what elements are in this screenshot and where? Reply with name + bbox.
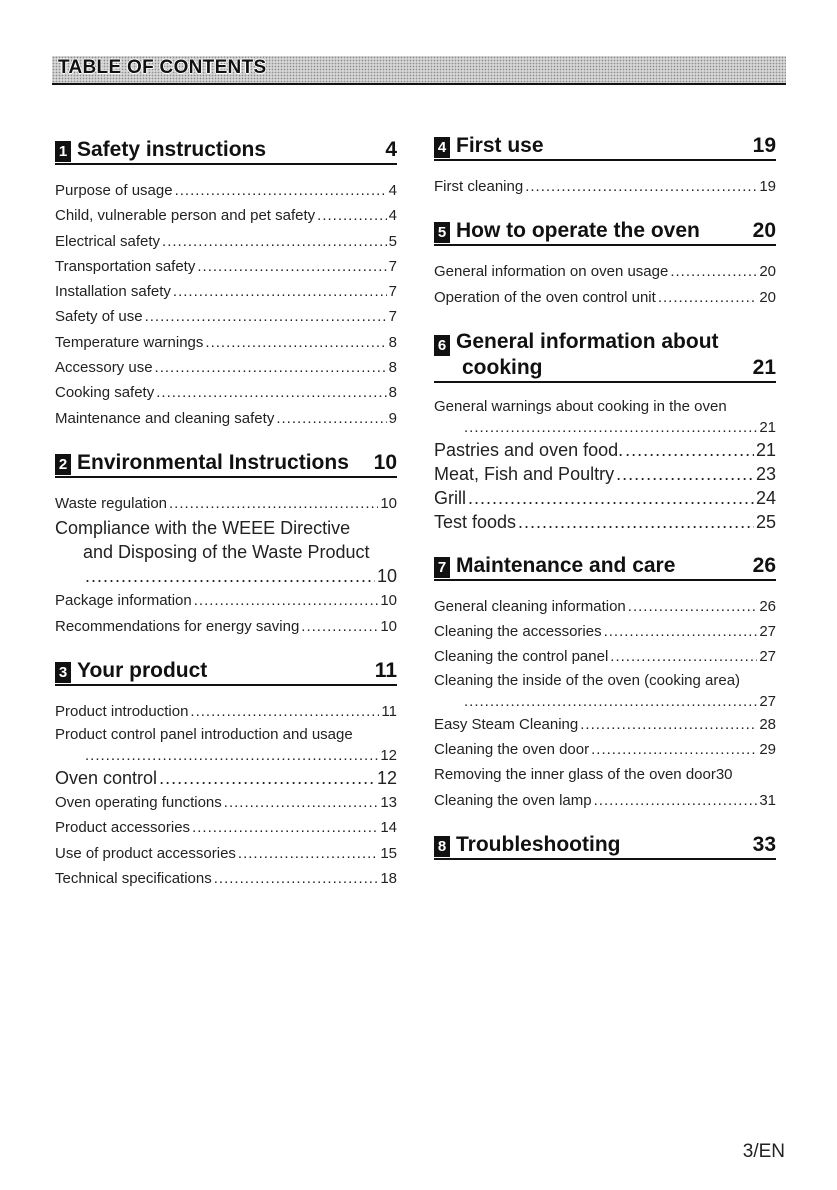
entry-page: 20	[759, 288, 776, 306]
leader-dots	[190, 699, 379, 724]
leader-dots	[301, 614, 378, 639]
entry-page: 12	[380, 747, 397, 765]
leader-dots	[205, 330, 386, 355]
toc-entry[interactable]	[434, 788, 776, 813]
leader-dots	[518, 510, 754, 534]
toc-entry[interactable]	[434, 438, 776, 462]
entry-title: Cleaning the control panel	[434, 648, 609, 666]
leader-dots	[238, 841, 378, 866]
section-page: 19	[752, 134, 776, 157]
entry-page: 13	[380, 794, 397, 812]
leader-dots	[173, 279, 387, 304]
section-heading[interactable]	[434, 219, 776, 246]
left-column	[55, 138, 397, 911]
entry-title: Electrical safety	[55, 232, 161, 250]
toc-entry[interactable]	[434, 594, 776, 619]
entry-page: 11	[381, 702, 397, 720]
entry-title: Meat, Fish and Poultry	[434, 463, 615, 484]
entry-title: Cleaning the accessories	[434, 623, 602, 641]
entry-title: Transportation safety	[55, 257, 196, 275]
toc-entry[interactable]	[55, 614, 397, 639]
section-number-badge: 4	[434, 137, 450, 158]
section-title: First use	[456, 134, 544, 157]
leader-dots	[594, 788, 758, 813]
entry-page: 30	[715, 766, 733, 784]
section-title: Environmental Instructions	[77, 450, 349, 474]
toc-entry[interactable]	[434, 486, 776, 510]
section-page: 4	[385, 138, 397, 161]
section-number-badge: 6	[434, 335, 450, 356]
toc-entry[interactable]	[434, 670, 776, 712]
entry-title: First cleaning	[434, 178, 524, 195]
entry-title: Product accessories	[55, 819, 191, 837]
leader-dots	[156, 380, 386, 405]
section-title-line1: General information about	[456, 329, 719, 353]
entry-title: Operation of the oven control unit	[434, 288, 656, 306]
leader-dots	[194, 588, 379, 613]
section-safety-instructions	[55, 138, 397, 431]
section-environmental-instructions	[55, 451, 397, 639]
section-your-product	[55, 659, 397, 891]
entry-page: 25	[755, 511, 776, 532]
entry-page: 7	[388, 308, 397, 326]
entry-title: Pastries and oven food.	[434, 439, 624, 460]
section-page: 21	[752, 355, 776, 379]
page-number: 3/EN	[742, 1141, 785, 1162]
toc-entry[interactable]	[434, 510, 776, 534]
entry-title: Oven control	[55, 768, 158, 789]
toc-entry[interactable]	[434, 174, 776, 199]
entry-page: 26	[759, 597, 776, 615]
toc-entry[interactable]	[434, 737, 776, 762]
section-maintenance-care	[434, 554, 776, 813]
entry-page: 19	[759, 178, 776, 195]
entry-title: Cleaning the oven door	[434, 741, 590, 759]
section-page: 33	[752, 832, 776, 856]
section-heading[interactable]	[434, 833, 776, 860]
section-heading[interactable]	[434, 554, 776, 581]
section-title: Your product	[77, 658, 208, 682]
entry-page: 10	[380, 494, 397, 512]
leader-dots	[214, 866, 379, 891]
toc-entry[interactable]	[55, 229, 397, 254]
entry-page: 23	[755, 463, 776, 484]
section-title: Troubleshooting	[456, 832, 621, 856]
toc-entry[interactable]	[55, 355, 397, 380]
section-heading[interactable]	[55, 659, 397, 686]
section-page: 20	[752, 219, 776, 243]
entry-page: 8	[388, 333, 397, 351]
entry-page: 5	[388, 232, 397, 250]
section-heading[interactable]	[55, 451, 397, 478]
entry-title: General information on oven usage	[434, 263, 669, 281]
section-number-badge: 8	[434, 836, 450, 857]
entry-title: Cooking safety	[55, 384, 155, 402]
toc-entry[interactable]	[434, 462, 776, 486]
toc-entry[interactable]	[55, 178, 397, 203]
entry-title: Product control panel introduction and usage	[55, 726, 353, 744]
leader-dots	[610, 644, 757, 669]
leader-dots	[317, 203, 386, 228]
toc-entry[interactable]	[434, 762, 776, 787]
entry-title-line1: Compliance with the WEEE Directive	[55, 518, 351, 539]
entry-page: 27	[759, 692, 776, 710]
entry-page: 31	[759, 791, 776, 809]
entry-title: Recommendations for energy saving	[55, 617, 300, 635]
toc-entry[interactable]	[55, 841, 397, 866]
entry-page: 21	[755, 439, 776, 460]
section-page: 11	[374, 658, 397, 682]
section-title: How to operate the oven	[456, 219, 700, 243]
entry-page: 4	[388, 182, 397, 199]
section-title: Safety instructions	[77, 138, 267, 161]
leader-dots	[85, 564, 375, 588]
entry-title: Accessory use	[55, 359, 153, 377]
toc-entry[interactable]	[55, 766, 397, 790]
section-heading[interactable]	[55, 138, 397, 165]
leader-dots	[169, 491, 378, 516]
leader-dots	[625, 438, 754, 462]
toc-entry[interactable]	[55, 790, 397, 815]
toc-banner	[52, 56, 786, 85]
leader-dots	[224, 790, 379, 815]
entry-page: 20	[759, 263, 776, 281]
entry-page: 21	[759, 418, 776, 436]
toc-entry[interactable]	[55, 254, 397, 279]
section-title-line2: cooking	[462, 355, 543, 379]
section-number-badge: 1	[55, 141, 71, 162]
entry-page: 27	[759, 623, 776, 641]
leader-dots	[468, 486, 754, 510]
entry-title: Waste regulation	[55, 494, 168, 512]
leader-dots	[85, 745, 378, 766]
section-page: 10	[373, 450, 397, 474]
leader-dots	[604, 619, 758, 644]
entry-title: Test foods	[434, 511, 517, 532]
entry-title: Cleaning the inside of the oven (cooking area)	[434, 671, 741, 689]
entry-title-line2: and Disposing of the Waste Product	[83, 542, 370, 563]
leader-dots	[464, 691, 757, 712]
section-how-to-operate	[434, 219, 776, 310]
toc-entry[interactable]	[55, 516, 397, 588]
entry-page: 10	[380, 592, 397, 610]
section-page: 26	[752, 553, 776, 577]
entry-page: 15	[380, 844, 397, 862]
leader-dots	[162, 229, 387, 254]
entry-page: 8	[388, 384, 397, 402]
entry-title: Easy Steam Cleaning	[434, 715, 579, 733]
section-number-badge: 5	[434, 222, 450, 243]
entry-page: 10	[380, 617, 397, 635]
leader-dots	[525, 174, 757, 199]
toc-entry[interactable]	[55, 699, 397, 724]
toc-entry[interactable]	[434, 712, 776, 737]
leader-dots	[276, 406, 386, 431]
entry-page: 14	[380, 819, 397, 837]
toc-entry[interactable]	[434, 396, 776, 438]
entry-title: General warnings about cooking in the oven	[434, 397, 727, 415]
entry-page: 29	[759, 741, 776, 759]
toc-entry[interactable]	[55, 380, 397, 405]
leader-dots	[591, 737, 757, 762]
entry-page: 4	[388, 207, 397, 225]
entry-title: Safety of use	[55, 308, 143, 326]
entry-title: Cleaning the oven lamp	[434, 791, 592, 809]
entry-title: Product introduction	[55, 702, 189, 720]
section-heading[interactable]	[434, 134, 776, 161]
entry-page: 12	[376, 768, 397, 789]
right-column	[434, 134, 776, 880]
toc-entry[interactable]	[55, 304, 397, 329]
entry-title: Package information	[55, 592, 192, 610]
entry-title: Technical specifications	[55, 870, 212, 888]
toc-entry[interactable]	[55, 330, 397, 355]
leader-dots	[628, 594, 758, 619]
toc-entry[interactable]	[55, 866, 397, 891]
entry-page: 7	[388, 283, 397, 301]
toc-title: TABLE OF CONTENTS	[58, 57, 267, 78]
leader-dots	[175, 178, 387, 203]
entry-page: 24	[755, 487, 776, 508]
toc-entry[interactable]	[434, 619, 776, 644]
toc-entry[interactable]	[434, 644, 776, 669]
entry-page: 28	[759, 715, 776, 733]
toc-entry[interactable]	[55, 724, 397, 766]
toc-entry[interactable]	[55, 491, 397, 516]
leader-dots	[192, 815, 378, 840]
leader-dots	[580, 712, 757, 737]
entry-title: Grill	[434, 487, 466, 508]
entry-title: Installation safety	[55, 283, 171, 301]
leader-dots	[159, 766, 375, 790]
entry-title: Use of product accessories	[55, 844, 236, 862]
entry-page: 18	[380, 870, 397, 888]
section-general-info-cooking	[434, 330, 776, 534]
toc-entry[interactable]	[434, 259, 776, 284]
entry-page: 7	[388, 257, 397, 275]
section-number-badge: 7	[434, 557, 450, 578]
leader-dots	[616, 462, 754, 486]
toc-entry[interactable]	[55, 815, 397, 840]
section-troubleshooting	[434, 833, 776, 860]
entry-title: Oven operating functions	[55, 794, 222, 812]
entry-title: Temperature warnings	[55, 333, 204, 351]
toc-entry[interactable]	[55, 279, 397, 304]
leader-dots	[155, 355, 387, 380]
toc-entry[interactable]	[434, 285, 776, 310]
entry-title: Maintenance and cleaning safety	[55, 409, 275, 427]
toc-entry[interactable]	[55, 203, 397, 228]
entry-title: Removing the inner glass of the oven door	[434, 766, 716, 784]
leader-dots	[145, 304, 387, 329]
leader-dots	[197, 254, 386, 279]
section-first-use	[434, 134, 776, 199]
toc-entry[interactable]	[55, 406, 397, 431]
section-title: Maintenance and care	[456, 553, 676, 577]
entry-title: Purpose of usage	[55, 182, 173, 199]
entry-title: Child, vulnerable person and pet safety	[55, 207, 316, 225]
leader-dots	[464, 417, 757, 438]
leader-dots	[670, 259, 757, 284]
entry-page: 8	[388, 359, 397, 377]
section-number-badge: 3	[55, 662, 71, 683]
section-heading[interactable]	[434, 330, 776, 383]
entry-title: General cleaning information	[434, 597, 626, 615]
entry-page: 27	[759, 648, 776, 666]
toc-entry[interactable]	[55, 588, 397, 613]
section-number-badge: 2	[55, 454, 71, 475]
entry-page: 9	[388, 409, 397, 427]
entry-page: 10	[376, 566, 397, 587]
leader-dots	[658, 285, 758, 310]
